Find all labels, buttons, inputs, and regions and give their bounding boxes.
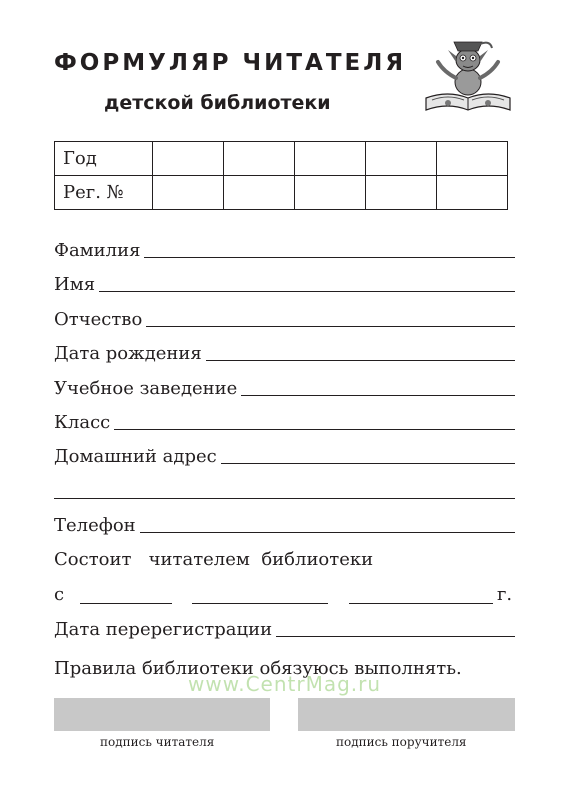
fill-line (54, 429, 515, 430)
member-since-label: Состоит читателем библиотеки (54, 549, 374, 570)
rules-statement: Правила библиотеки обязуюсь выполнять. (54, 658, 462, 679)
home-address-label: Домашний адрес (54, 446, 221, 467)
school-field[interactable] (54, 376, 515, 402)
guarantor-signature-caption: подпись поручителя (336, 735, 467, 749)
name-field[interactable] (54, 272, 515, 298)
since-prefix: с (54, 584, 65, 605)
grade-label: Класс (54, 412, 114, 433)
grade-field[interactable] (54, 410, 515, 436)
year-cell[interactable] (153, 142, 224, 176)
fill-line (54, 498, 515, 499)
year-cell[interactable] (437, 142, 508, 176)
home-address-continuation-field[interactable] (54, 479, 515, 505)
reregistration-label: Дата перерегистрации (54, 619, 276, 640)
reg-number-cell[interactable] (295, 176, 366, 210)
reg-number-cell[interactable] (366, 176, 437, 210)
reg-number-cell[interactable] (153, 176, 224, 210)
surname-label: Фамилия (54, 240, 144, 261)
since-year-line[interactable] (349, 603, 493, 604)
table-row (55, 142, 508, 176)
reading-dragon-illustration (418, 36, 518, 116)
year-cell[interactable] (295, 142, 366, 176)
since-day-line[interactable] (80, 603, 172, 604)
year-suffix: г. (497, 584, 513, 605)
year-label: Год (55, 142, 153, 176)
year-cell[interactable] (224, 142, 295, 176)
since-month-line[interactable] (192, 603, 328, 604)
watermark: www.CentrMag.ru (188, 672, 382, 696)
birth-date-field[interactable] (54, 341, 515, 367)
home-address-field[interactable] (54, 444, 515, 470)
reg-number-cell[interactable] (437, 176, 508, 210)
name-label: Имя (54, 274, 99, 295)
fill-line (54, 291, 515, 292)
registration-table (54, 141, 508, 210)
table-row (55, 176, 508, 210)
reader-signature-box[interactable] (54, 698, 270, 731)
phone-label: Телефон (54, 515, 140, 536)
year-cell[interactable] (366, 142, 437, 176)
reregistration-field[interactable] (54, 617, 515, 643)
patronymic-label: Отчество (54, 309, 146, 330)
reg-number-label: Рег. № (55, 176, 153, 210)
patronymic-field[interactable] (54, 307, 515, 333)
reg-number-cell[interactable] (224, 176, 295, 210)
form-subtitle: детской библиотеки (104, 92, 331, 114)
birth-date-label: Дата рождения (54, 343, 206, 364)
reader-signature-caption: подпись читателя (100, 735, 215, 749)
surname-field[interactable] (54, 238, 515, 264)
phone-field[interactable] (54, 513, 515, 539)
school-label: Учебное заведение (54, 378, 241, 399)
guarantor-signature-box[interactable] (298, 698, 515, 731)
form-title: ФОРМУЛЯР ЧИТАТЕЛЯ (54, 50, 407, 76)
